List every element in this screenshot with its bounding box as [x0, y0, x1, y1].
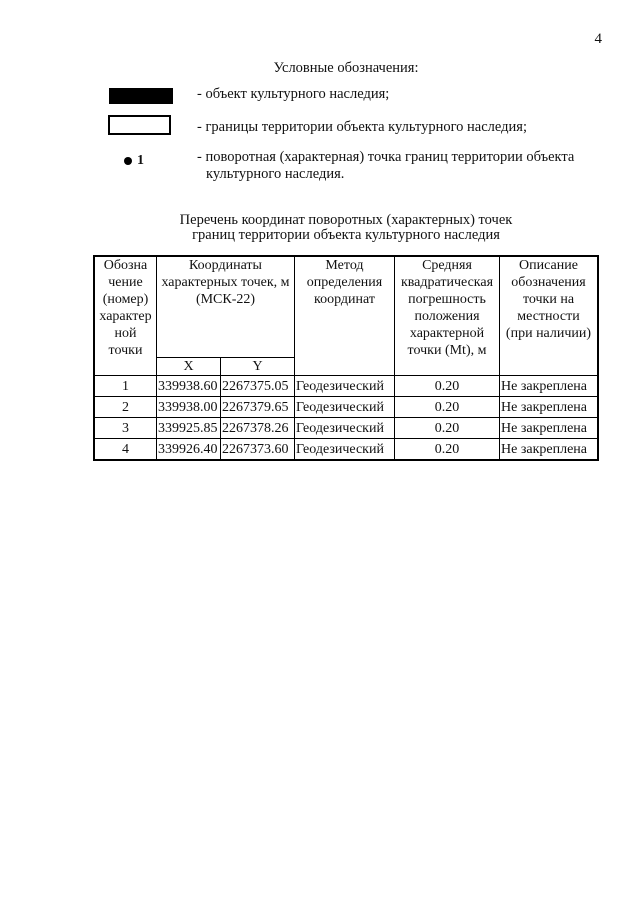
- header-description: Описание обозначения точки на местности (при наличии): [500, 256, 599, 376]
- cell-number: 3: [94, 418, 157, 439]
- cell-error: 0.20: [395, 376, 500, 397]
- territory-boundary-symbol: [108, 115, 171, 135]
- turning-point-symbol: [124, 153, 144, 169]
- header-method: Метод определения координат: [295, 256, 395, 376]
- cell-method: Геодезический: [295, 439, 395, 461]
- dot-icon: [124, 157, 132, 165]
- cell-method: Геодезический: [295, 418, 395, 439]
- legend-item-territory-boundary: - границы территории объекта культурного наследия;: [197, 119, 527, 135]
- cell-method: Геодезический: [295, 397, 395, 418]
- cell-y: 2267379.65: [221, 397, 295, 418]
- header-coordinates: Координаты характерных точек, м (МСК-22): [157, 256, 295, 358]
- table-row: [94, 418, 598, 439]
- legend-item-turning-point: [197, 149, 607, 183]
- cell-description: Не закреплена: [500, 376, 599, 397]
- table-row: [94, 439, 598, 461]
- table-title-line1: Перечень координат поворотных (характерных) точек: [179, 212, 513, 228]
- cell-number: 1: [94, 376, 157, 397]
- cell-x: 339925.85: [157, 418, 221, 439]
- cultural-object-symbol: [109, 88, 173, 104]
- turning-point-text-line2: культурного наследия.: [206, 166, 345, 182]
- page-number: 4: [594, 31, 602, 47]
- cell-x: 339938.00: [157, 397, 221, 418]
- legend-item-cultural-object: - объект культурного наследия;: [197, 86, 390, 102]
- cell-x: 339938.60: [157, 376, 221, 397]
- header-point-number: Обозна чение (номер) характер ной точки: [94, 256, 157, 376]
- cell-y: 2267378.26: [221, 418, 295, 439]
- table-row: [94, 376, 598, 397]
- table-title: [0, 213, 640, 243]
- cell-number: 4: [94, 439, 157, 461]
- cell-description: Не закреплена: [500, 418, 599, 439]
- table-title-line2: границ территории объекта культурного наследия: [192, 227, 500, 243]
- header-x: X: [157, 358, 221, 376]
- cell-x: 339926.40: [157, 439, 221, 461]
- cell-y: 2267373.60: [221, 439, 295, 461]
- cell-y: 2267375.05: [221, 376, 295, 397]
- cell-error: 0.20: [395, 418, 500, 439]
- cell-method: Геодезический: [295, 376, 395, 397]
- cell-error: 0.20: [395, 439, 500, 461]
- table-row: [94, 397, 598, 418]
- cell-description: Не закреплена: [500, 439, 599, 461]
- turning-point-text-line1: - поворотная (характерная) точка границ территории объекта: [197, 149, 575, 165]
- cell-number: 2: [94, 397, 157, 418]
- cell-error: 0.20: [395, 397, 500, 418]
- cell-description: Не закреплена: [500, 397, 599, 418]
- turning-point-label: 1: [137, 153, 144, 168]
- header-y: Y: [221, 358, 295, 376]
- legend-title: Условные обозначения:: [273, 60, 419, 76]
- header-mean-error: Средняя квадратическая погрешность положения характерной точки (Mt), м: [395, 256, 500, 376]
- coordinates-table: [93, 255, 599, 461]
